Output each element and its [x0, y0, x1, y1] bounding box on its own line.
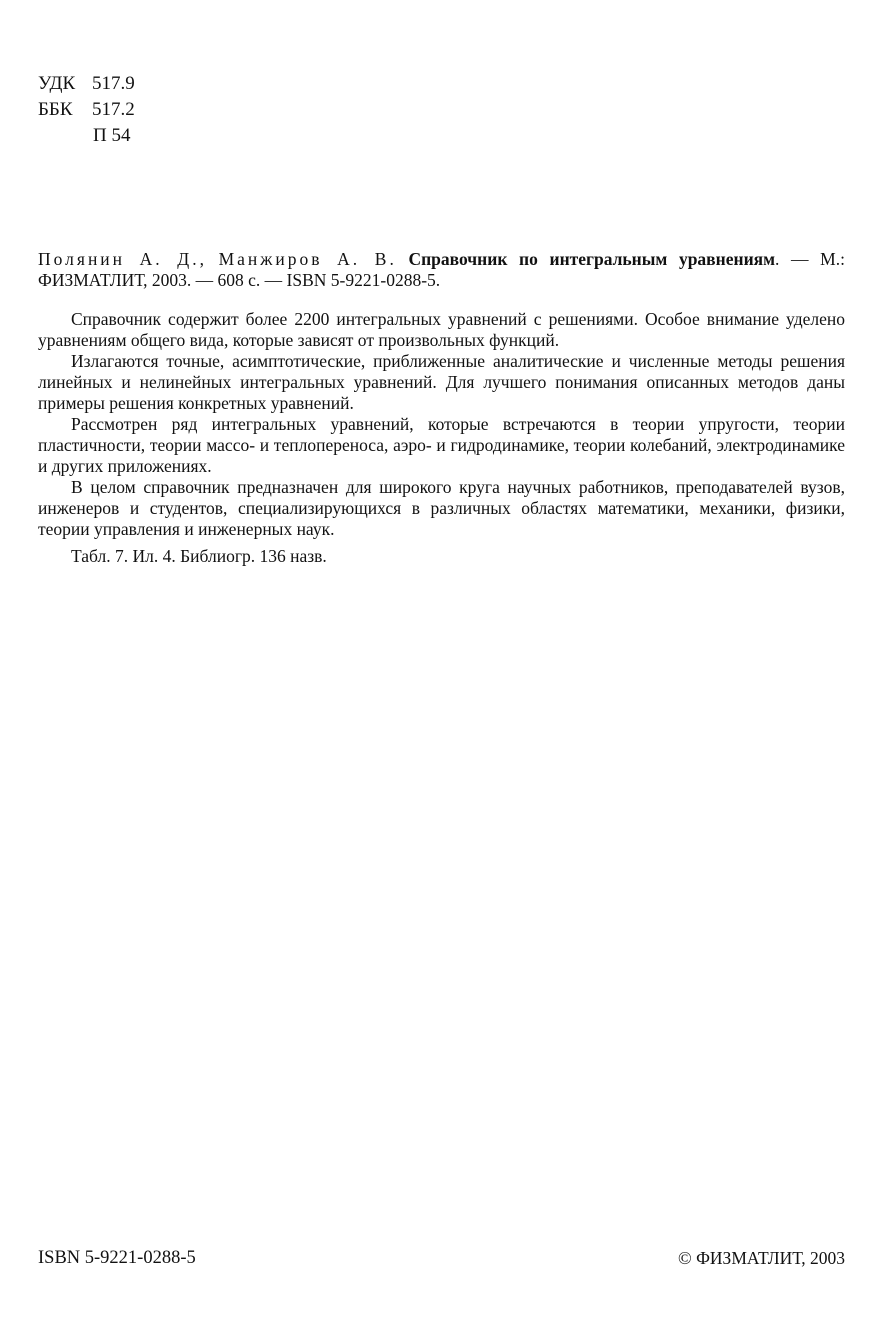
author-sign [38, 123, 135, 149]
udk-label: УДК [38, 73, 76, 94]
abstract-paragraph: Излагаются точные, асимптотические, приближенные аналитические и численные методы решения линейных и нелинейных интегральных уравнений. Для лучшего понимания описанных методов даны примеры решения конкретных уравнений. [38, 351, 845, 413]
abstract-paragraph: Рассмотрен ряд интегральных уравнений, которые встречаются в теории упругости, теории пластичности, теории массо- и теплопереноса, аэро- и гидродинамике, теории колебаний, электродинамике и других приложениях. [38, 414, 845, 476]
bbk-line [38, 97, 135, 123]
author-sign-value: П 54 [93, 125, 131, 146]
udk-value: 517.9 [92, 73, 135, 94]
abstract [38, 309, 845, 567]
copyright-holder: ФИЗМАТЛИТ, 2003 [696, 1248, 845, 1268]
classification-block [38, 71, 135, 149]
author-2: Манжиров А. В. [218, 249, 397, 269]
citation-details: . — М.: ФИЗМАТЛИТ, 2003. — 608 с. — ISBN 5-9221-0288-5. [38, 249, 845, 290]
udk-line [38, 71, 135, 97]
copyright-icon: © [678, 1248, 692, 1268]
bibliographic-citation [38, 249, 845, 291]
bbk-label: ББК [38, 99, 73, 120]
abstract-paragraph: Справочник содержит более 2200 интегральных уравнений с решениями. Особое внимание уделено уравнениям общего вида, которые зависят от произвольных функций. [38, 309, 845, 350]
footer-isbn: ISBN 5-9221-0288-5 [38, 1248, 196, 1268]
bbk-value: 517.2 [92, 99, 135, 120]
author-1: Полянин А. Д., [38, 249, 207, 269]
abstract-paragraph: В целом справочник предназначен для широкого круга научных работников, преподавателей вузов, инженеров и студентов, специализирующихся в различных областях математики, механики, физики, теории управления и инженерных наук. [38, 477, 845, 539]
bibliographic-stats: Табл. 7. Ил. 4. Библиогр. 136 назв. [71, 546, 327, 566]
book-title: Справочник по интегральным уравнениям [408, 249, 776, 269]
footer-copyright [678, 1248, 845, 1269]
